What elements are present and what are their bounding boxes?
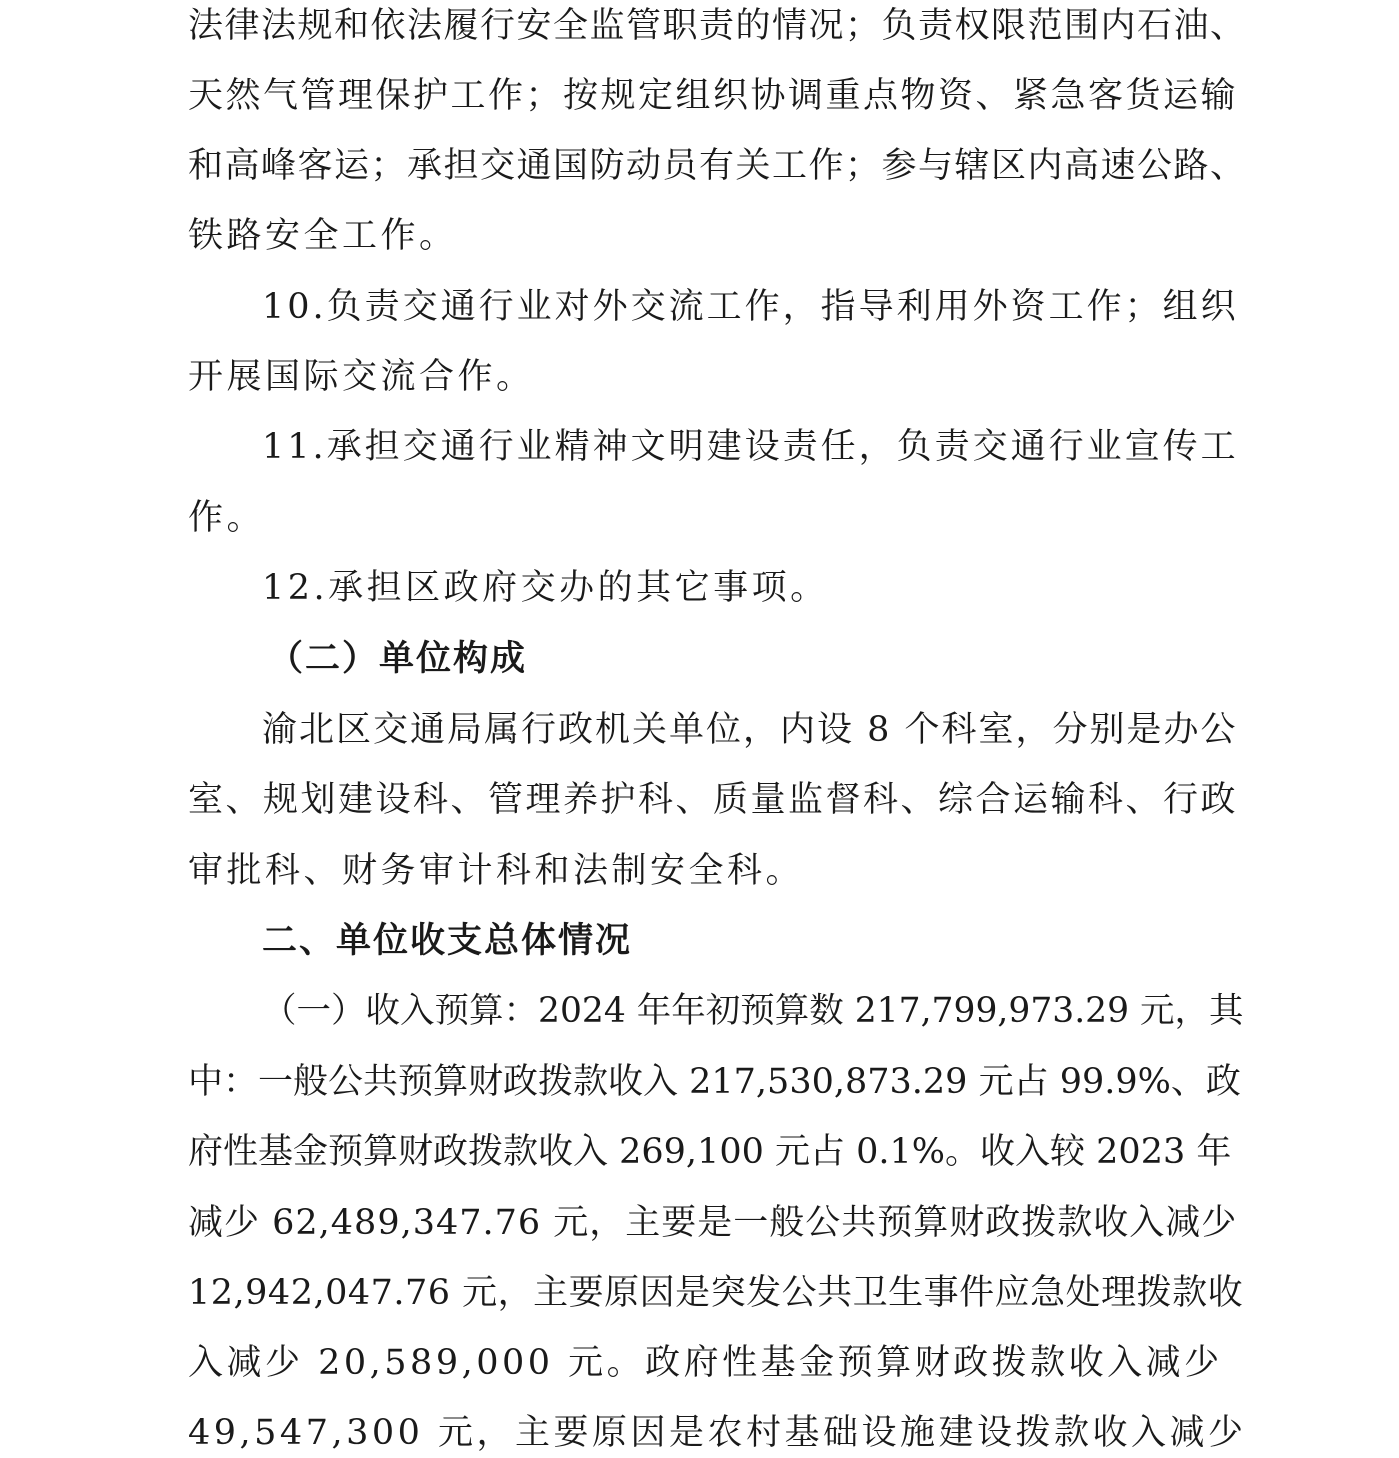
section-heading: 二、单位收支总体情况 xyxy=(262,921,633,961)
body-text-line: 入减少 20,589,000 元。政府性基金预算财政拨款收入减少 xyxy=(188,1343,1223,1383)
list-item-10-text: 10.负责交通行业对外交流工作，指导利用外资工作；组织 xyxy=(262,287,1239,327)
body-text-line: 开展国际交流合作。 xyxy=(188,357,535,397)
body-text-line: 减少 62,489,347.76 元，主要是一般公共预算财政拨款收入减少 xyxy=(188,1203,1238,1243)
list-item-12-text: 12.承担区政府交办的其它事项。 xyxy=(262,568,829,608)
body-text-line: 室、规划建设科、管理养护科、质量监督科、综合运输科、行政 xyxy=(188,780,1239,820)
body-text-line: 铁路安全工作。 xyxy=(188,216,458,256)
section-subheading: （二）单位构成 xyxy=(268,639,528,679)
body-text-line: 12,942,047.76 元，主要原因是突发公共卫生事件应急处理拨款收 xyxy=(188,1273,1244,1313)
body-text-line: 天然气管理保护工作；按规定组织协调重点物资、紧急客货运输 xyxy=(188,76,1239,116)
body-text-line: 法律法规和依法履行安全监管职责的情况；负责权限范围内石油、 xyxy=(188,6,1247,46)
body-text-line: 49,547,300 元，主要原因是农村基础设施建设拨款收入减少 xyxy=(188,1413,1247,1453)
body-text-line: 审批科、财务审计科和法制安全科。 xyxy=(188,851,805,891)
body-text-line: 和高峰客运；承担交通国防动员有关工作；参与辖区内高速公路、 xyxy=(188,146,1247,186)
body-text-line: 府性基金预算财政拨款收入 269,100 元占 0.1%。收入较 2023 年 xyxy=(188,1132,1232,1172)
paragraph-first-line: 渝北区交通局属行政机关单位，内设 8 个科室，分别是办公 xyxy=(262,710,1238,750)
body-text-line: 中：一般公共预算财政拨款收入 217,530,873.29 元占 99.9%、政 xyxy=(188,1062,1241,1102)
list-item-11-text: 11.承担交通行业精神文明建设责任，负责交通行业宣传工 xyxy=(262,427,1239,467)
paragraph-first-line: （一）收入预算：2024 年年初预算数 217,799,973.29 元，其 xyxy=(262,991,1244,1031)
body-text-line: 作。 xyxy=(188,498,266,538)
